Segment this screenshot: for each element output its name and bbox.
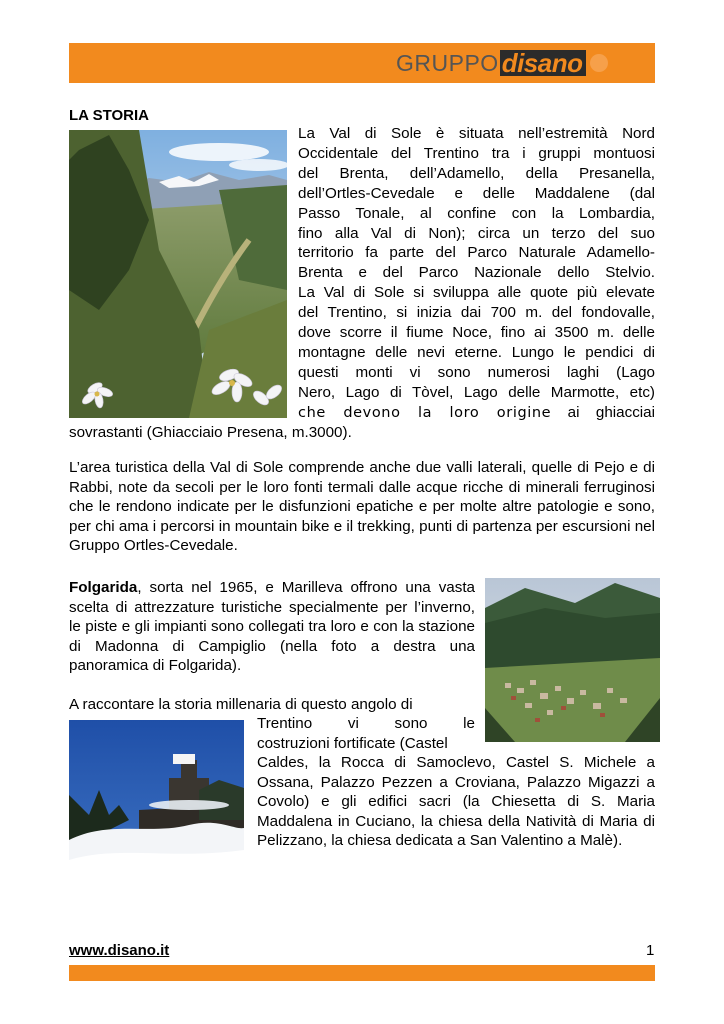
paragraph-1-line: dove scorre il fiume Noce, fino ai 3500 m. delle xyxy=(298,324,655,341)
paragraph-2: L’area turistica della Val di Sole comprende anche due valli laterali, quelle di Pejo e di Rabbi, note da secoli per le loro fonti termali dalle acque ricche di minerali ferruginosi che le rendono indicate per le disfunzioni epatiche e per molte altre patologie e sono, per chi ama i percorsi in mountain bike e il trekking, punti di partenza per escursioni nel Gruppo Ortles-Cevedale. xyxy=(69,459,655,554)
paragraph-1-line: questi monti vi sono numerosi laghi (Lago xyxy=(298,363,655,381)
paragraph-1-line: del Trentino, si inizia dai 700 m. del fondovalle, xyxy=(298,304,655,322)
paragraph-3 xyxy=(69,578,475,676)
paragraph-4-rest: Caldes, la Rocca di Samoclevo, Castel S. Michele a Ossana, Palazzo Pezzen a Croviana, Palazzo Migazzi a Covolo) e gli edifici sacri (la Chiesetta di S. Maria Maddalena in Cuciano, la chiesa della Natività di Maria di Pelizzano, la chiesa dedicata a San Valentino a Malè). xyxy=(257,754,655,849)
paragraph-1-line: Nero, Lago di Tòvel, Lago delle Marmotte, etc) xyxy=(298,383,655,401)
folgarida-bold: Folgarida xyxy=(69,579,138,596)
paragraph-1-line: La Val di Sole è situata nell’estremità Nord xyxy=(298,125,655,142)
paragraph-1-line: fino alla Val di Non); circa un terzo del suo xyxy=(298,224,655,242)
logo-gruppo-text: GRUPPO xyxy=(396,49,499,76)
folgarida-photo xyxy=(485,578,660,742)
paragraph-1-wide-a: che devono la loro origine xyxy=(298,404,552,421)
paragraph-1-line: del Brenta, dell’Adamello, della Presanella, xyxy=(298,164,655,182)
footer-bar xyxy=(69,965,655,981)
paragraph-1-line: Passo Tonale, al confine con la Lombardia, xyxy=(298,204,655,222)
paragraph-4-narrow-1: Trentino vi sono le xyxy=(257,715,475,732)
footer-website-link[interactable]: www.disano.it xyxy=(69,942,170,959)
page-number: 1 xyxy=(646,942,655,959)
castle-photo xyxy=(69,720,244,885)
paragraph-3-text: , sorta nel 1965, e Marilleva offrono una vasta scelta di attrezzature turistiche specialmente per l’inverno, le piste e gli impianti sono collegati tra loro e con la stazione di Madonna di Campiglio (nella foto a destra una panoramica di Folgarida). xyxy=(69,579,475,674)
paragraph-1-line: Brenta e del Parco Nazionale dello Stelvio. xyxy=(298,264,655,282)
paragraph-4-line1: A raccontare la storia millenaria di questo angolo di xyxy=(69,696,413,713)
paragraph-1-line: dell’Ortles-Cevedale e delle Maddalene (dal xyxy=(298,184,655,202)
paragraph-1-line: montagne delle nevi eterne. Lungo le pendici di xyxy=(298,343,655,361)
logo-disano-text: disano xyxy=(500,50,587,76)
paragraph-1-wide-line xyxy=(298,403,655,424)
gruppo-disano-logo xyxy=(396,49,608,77)
logo-dot-icon xyxy=(590,54,608,72)
paragraph-4-narrow-2: costruzioni fortificate (Castel xyxy=(257,735,448,752)
valley-photo xyxy=(69,130,287,418)
paragraph-1-wide-b: ai ghiacciai xyxy=(551,403,655,421)
paragraph-1-last-line: sovrastanti (Ghiacciaio Presena, m.3000). xyxy=(69,423,352,441)
paragraph-1-line: territorio fa parte del Parco Naturale Adamello- xyxy=(298,244,655,262)
paragraph-1-line: Occidentale del Trentino tra i gruppi montuosi xyxy=(298,144,655,162)
section-title: LA STORIA xyxy=(69,107,150,124)
paragraph-1-line: La Val di Sole si sviluppa alle quote più elevate xyxy=(298,284,655,302)
